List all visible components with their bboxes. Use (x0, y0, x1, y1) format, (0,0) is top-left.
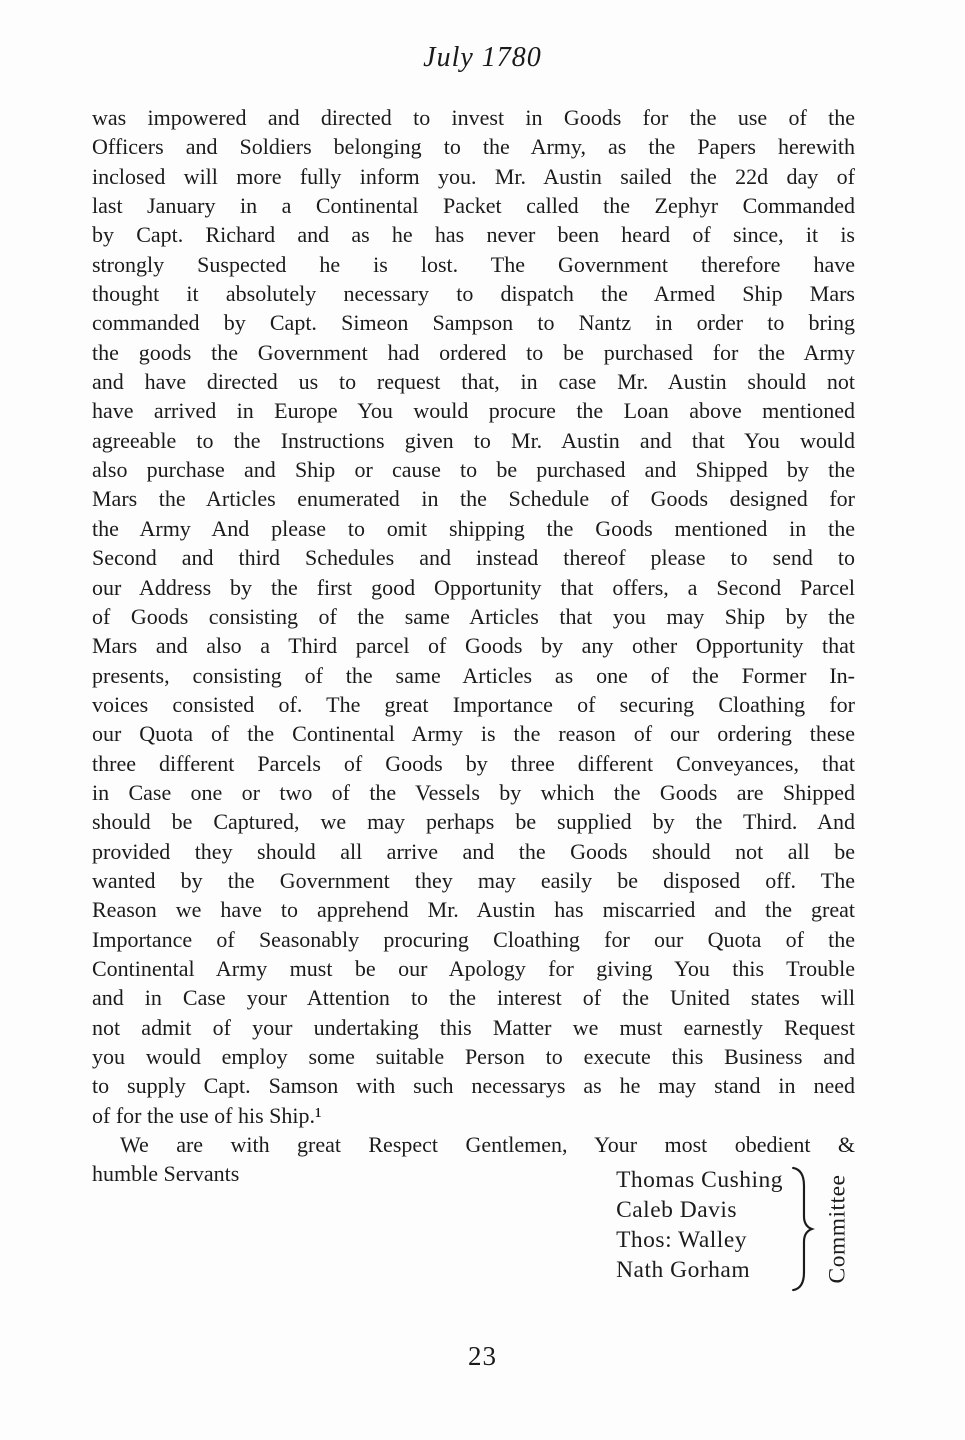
body-line: voices consisted of. The great Importance of securing Cloathing for (92, 691, 855, 717)
body-line: wanted by the Government they may easily be disposed off. The (92, 867, 855, 893)
body-line: of Goods consisting of the same Articles that you may Ship by the (92, 603, 855, 629)
body-line: the Army And please to omit shipping the Goods mentioned in the (92, 515, 855, 541)
body-line: Mars the Articles enumerated in the Schedule of Goods designed for (92, 486, 855, 512)
body-line: and have directed us to request that, in case Mr. Austin should not (92, 369, 855, 395)
page-number: 23 (468, 1341, 497, 1371)
body-line: our Address by the first good Opportunity that offers, a Second Parcel (92, 574, 855, 600)
signature-name: Thomas Cushing (616, 1167, 783, 1194)
body-line: have arrived in Europe You would procure the Loan above mentioned (92, 398, 855, 424)
closing-line-1: We are with great Respect Gentlemen, Your most obedient & (120, 1132, 855, 1158)
signature-names (616, 1165, 783, 1285)
body-line: Officers and Soldiers belonging to the Army, as the Papers herewith (92, 134, 855, 160)
signature-block (616, 1165, 855, 1293)
body-line: Reason we have to apprehend Mr. Austin has miscarried and the great (92, 897, 855, 923)
closing-row (92, 1159, 855, 1293)
body-line: was impowered and directed to invest in Goods for the use of the (92, 105, 855, 130)
body-line: also purchase and Ship or cause to be purchased and Shipped by the (92, 457, 855, 483)
letter-body (92, 103, 855, 1293)
body-line: three different Parcels of Goods by three different Conveyances, that (92, 750, 855, 776)
body-line: not admit of your undertaking this Matter we must earnestly Request (92, 1014, 855, 1040)
body-line: inclosed will more fully inform you. Mr. Austin sailed the 22d day of (92, 163, 855, 189)
body-line: thought it absolutely necessary to dispatch the Armed Ship Mars (92, 281, 855, 307)
page-title: July 1780 (423, 42, 542, 73)
body-line: the goods the Government had ordered to be purchased for the Army (92, 339, 855, 365)
body-line: provided they should all arrive and the Goods should not all be (92, 838, 855, 864)
body-line: agreeable to the Instructions given to Mr. Austin and that You would (92, 427, 855, 453)
committee-label: Committee (824, 1174, 851, 1284)
body-line: last January in a Continental Packet called the Zephyr Commanded (92, 193, 855, 219)
body-line: presents, consisting of the same Articles as one of the Former In- (92, 662, 855, 688)
body-line: strongly Suspected he is lost. The Government therefore have (92, 251, 855, 277)
body-line: Second and third Schedules and instead thereof please to send to (92, 545, 855, 571)
body-line: of for the use of his Ship.¹ (92, 1102, 322, 1128)
signature-name: Thos: Walley (616, 1227, 748, 1254)
body-line: in Case one or two of the Vessels by which the Goods are Shipped (92, 779, 855, 805)
body-line: Importance of Seasonably procuring Cloathing for our Quota of the (92, 926, 855, 952)
body-line: to supply Capt. Samson with such necessarys as he may stand in need (92, 1073, 855, 1099)
brace-icon (791, 1165, 815, 1293)
committee-box (821, 1165, 855, 1293)
closing-line-2: humble Servants (92, 1161, 240, 1187)
body-line: commanded by Capt. Simeon Sampson to Nantz in order to bring (92, 310, 855, 336)
body-line: should be Captured, we may perhaps be supplied by the Third. And (92, 809, 855, 835)
body-line: and in Case your Attention to the interest of the United states will (92, 985, 855, 1011)
body-lines (92, 103, 855, 1130)
body-line: Continental Army must be our Apology for giving You this Trouble (92, 955, 855, 981)
body-line: Mars and also a Third parcel of Goods by any other Opportunity that (92, 633, 855, 659)
signature-name: Caleb Davis (616, 1197, 738, 1224)
body-line: you would employ some suitable Person to execute this Business and (92, 1044, 855, 1069)
body-line: by Capt. Richard and as he has never been heard of since, it is (92, 222, 855, 248)
signature-name: Nath Gorham (616, 1257, 751, 1284)
body-line: our Quota of the Continental Army is the reason of our ordering these (92, 721, 855, 747)
